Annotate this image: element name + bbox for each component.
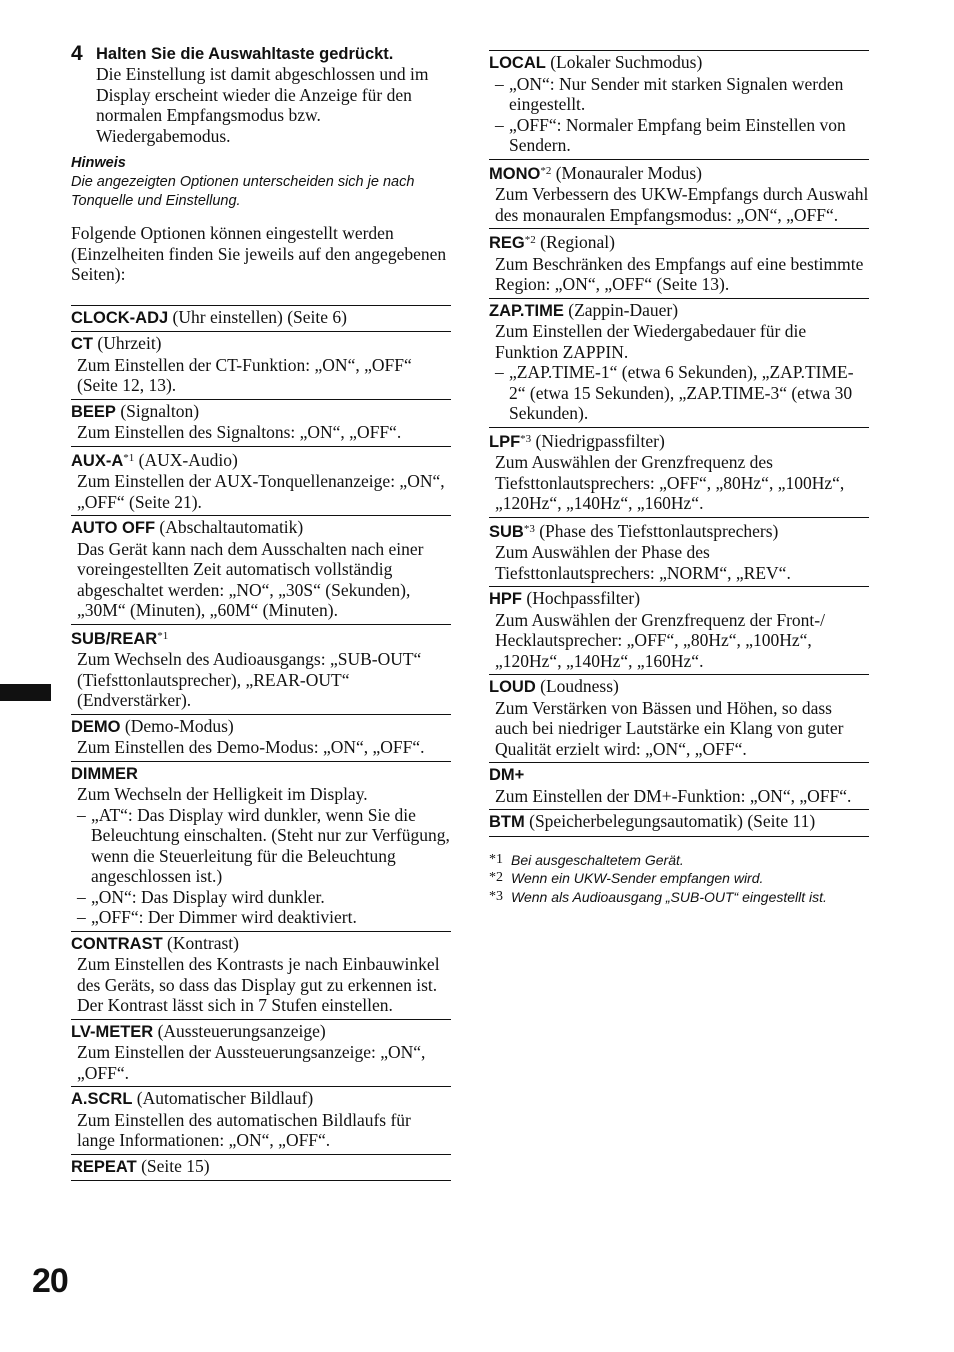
option-entry: [489, 51, 869, 160]
option-bullet: – „OFF“: Normaler Empfang beim Einstellen von Sendern.: [495, 115, 869, 156]
option-heading: [71, 401, 451, 423]
options-table-right: [489, 50, 869, 837]
option-entry: [489, 299, 869, 428]
option-entry: [489, 810, 869, 836]
option-entry: [489, 428, 869, 518]
footnote-ref: *3: [520, 432, 532, 445]
note-text: Die angezeigten Optionen unterscheiden sich je nach Tonquelle und Einstellung.: [71, 174, 415, 209]
footnote-mark: *3: [489, 888, 503, 904]
option-heading: [71, 763, 451, 785]
option-label: (Uhr einstellen) (Seite 6): [172, 306, 347, 327]
option-description: Zum Auswählen der Phase des Tiefsttonlautsprechers: „NORM“, „REV“.: [495, 542, 791, 583]
option-entry: [489, 587, 869, 675]
option-label: (Aussteuerungsanzeige): [157, 1020, 326, 1041]
footnote-ref: *2: [524, 234, 536, 246]
option-entry: [71, 332, 451, 400]
intro-text: Folgende Optionen können eingestellt werden (Einzelheiten finden Sie jeweils auf den angegebenen Seiten):: [71, 223, 447, 284]
note-box: [71, 154, 451, 211]
option-bullet: – „OFF“: Der Dimmer wird deaktiviert.: [77, 907, 451, 928]
option-heading: [71, 448, 451, 472]
footnote-text: Bei ausgeschaltetem Gerät.: [511, 851, 684, 868]
option-label: (Regional): [540, 232, 615, 252]
option-keyword: REPEAT: [71, 1157, 137, 1176]
option-description: Zum Auswählen der Grenzfrequenz des Tiefsttonlautsprechers: „OFF“, „80Hz“, „100Hz“, „120Hz“, „140Hz“, „160Hz“.: [495, 452, 845, 513]
option-entry: [489, 763, 869, 810]
option-entry: [71, 1155, 451, 1181]
option-label: (Phase des Tiefsttonlautsprechers): [539, 520, 779, 541]
option-heading: [71, 333, 451, 355]
option-heading: [489, 429, 869, 453]
option-keyword: SUB/REAR: [71, 629, 158, 648]
option-description: Zum Auswählen der Grenzfrequenz der Front-/ Hecklautsprecher: „OFF“, „80Hz“, „100Hz“, „120Hz“, „140Hz“, „160Hz“.: [495, 609, 825, 671]
option-label: (Loudness): [540, 676, 619, 696]
option-keyword: BTM: [489, 813, 525, 831]
option-entry: [71, 625, 451, 715]
option-bullet: – „AT“: Das Display wird dunkler, wenn Sie die Beleuchtung einschalten. (Steht nur zur Verfügung, wenn die Steuerleitung für die Beleuchtung angeschlossen ist.): [77, 805, 451, 887]
footnote-ref: *3: [523, 522, 535, 535]
option-entry: [71, 1087, 451, 1155]
step-title: Halten Sie die Auswahltaste gedrückt.: [96, 45, 394, 63]
options-table-left: [71, 305, 451, 1182]
option-description: Zum Verstärken von Bässen und Höhen, so dass auch bei niedriger Lautstärke ein Klang von guter Qualität erzielt wird: „ON“, „OFF“.: [495, 697, 844, 759]
option-heading: [71, 307, 451, 329]
option-keyword: BEEP: [71, 402, 116, 421]
option-entry: [71, 715, 451, 762]
option-keyword: DEMO: [71, 717, 121, 736]
option-heading: [71, 716, 451, 738]
option-label: (Niedrigpassfilter): [535, 430, 665, 451]
option-entry: [489, 229, 869, 299]
option-description: Zum Wechseln der Helligkeit im Display.: [77, 784, 368, 804]
option-heading: [489, 230, 869, 254]
option-entry: [71, 516, 451, 625]
option-description: Zum Einstellen des Demo-Modus: „ON“, „OFF“.: [77, 737, 425, 757]
option-description: Zum Einstellen des Kontrasts je nach Einbauwinkel des Geräts, so dass das Display gut zu erkennen ist. Der Kontrast lässt sich in 7 Stufen einstellen.: [77, 954, 440, 1015]
option-keyword: DIMMER: [71, 764, 138, 783]
option-keyword: CLOCK-ADJ: [71, 308, 169, 327]
option-label: (Monauraler Modus): [555, 162, 702, 183]
option-keyword: DM+: [489, 766, 525, 784]
option-label: (Kontrast): [167, 932, 239, 953]
option-description: Zum Beschränken des Empfangs auf eine bestimmte Region: „ON“, „OFF“ (Seite 13).: [495, 253, 864, 294]
step-4: [71, 44, 451, 146]
option-description: Zum Wechseln des Audioausgangs: „SUB-OUT“ (Tiefsttonlautsprecher), „REAR-OUT“ (Endverstärker).: [77, 649, 422, 710]
option-entry: [489, 518, 869, 588]
option-label: (Uhrzeit): [97, 333, 162, 353]
option-keyword: CONTRAST: [71, 934, 163, 953]
option-description: Zum Einstellen des Signaltons: „ON“, „OFF“.: [77, 422, 402, 442]
option-label: (AUX-Audio): [138, 449, 238, 470]
note-title: Hinweis: [71, 155, 126, 171]
option-heading: [71, 1088, 451, 1110]
option-description: Das Gerät kann nach dem Ausschalten nach einer voreingestellten Zeit automatisch vollständig abgeschaltet werden: „NO“, „30S“ (Sekunden), „30M“ (Minuten), „60M“ (Minuten).: [77, 538, 424, 620]
option-entry: [71, 762, 451, 932]
option-bullet-list: [489, 362, 869, 424]
option-heading: [489, 588, 869, 610]
option-bullet: – „ON“: Nur Sender mit starken Signalen werden eingestellt.: [495, 74, 869, 115]
option-keyword: SUB: [489, 522, 524, 541]
right-column: [489, 50, 869, 906]
option-label: (Automatischer Bildlauf): [136, 1088, 314, 1108]
option-description: Zum Verbessern des UKW-Empfangs durch Auswahl des monauralen Empfangsmodus: „ON“, „OFF“.: [495, 184, 869, 225]
option-keyword: A.SCRL: [71, 1090, 133, 1108]
option-bullet: – „ZAP.TIME-1“ (etwa 6 Sekunden), „ZAP.TIME-2“ (etwa 15 Sekunden), „ZAP.TIME-3“ (etwa 30 Sekunden).: [495, 362, 869, 424]
option-heading: [71, 933, 451, 955]
option-heading: [489, 161, 869, 185]
option-label: (Signalton): [120, 400, 200, 421]
footnote-item: [489, 888, 869, 907]
option-entry: [71, 932, 451, 1020]
option-keyword: REG: [489, 234, 525, 252]
option-entry: [489, 675, 869, 763]
option-entry: [71, 447, 451, 517]
option-heading: [71, 1021, 451, 1043]
option-keyword: CT: [71, 335, 93, 353]
option-heading: [489, 519, 869, 543]
footnote-mark: *1: [489, 851, 503, 867]
option-label: (Lokaler Suchmodus): [550, 52, 703, 72]
step-body: Die Einstellung ist damit abgeschlossen und im Display erscheint wieder die Anzeige für den normalen Empfangsmodus bzw. Wiedergabemodus.: [96, 64, 429, 146]
option-keyword: MONO: [489, 164, 541, 183]
footnote-ref: *2: [540, 164, 552, 177]
option-bullet: – „ON“: Das Display wird dunkler.: [77, 887, 451, 908]
option-heading: [489, 811, 869, 833]
footnotes: [489, 851, 869, 907]
option-heading: [489, 764, 869, 786]
section-tab-marker: [0, 684, 51, 701]
option-entry: [71, 400, 451, 447]
option-heading: [71, 626, 451, 650]
option-description: Zum Einstellen des automatischen Bildlaufs für lange Informationen: „ON“, „OFF“.: [77, 1109, 411, 1150]
option-label: (Hochpassfilter): [526, 588, 641, 608]
option-label: (Zappin-Dauer): [568, 299, 679, 320]
option-heading: [489, 676, 869, 698]
footnote-ref: *1: [157, 629, 169, 642]
option-label: (Speicherbelegungsautomatik) (Seite 11): [529, 811, 816, 831]
option-label: (Abschaltautomatik): [159, 517, 304, 537]
footnote-ref: *1: [123, 451, 135, 464]
footnote-item: [489, 869, 869, 888]
option-heading: [71, 517, 451, 539]
option-description: Zum Einstellen der Aussteuerungsanzeige: „ON“, „OFF“.: [77, 1042, 426, 1083]
footnote-text: Wenn als Audioausgang „SUB-OUT“ eingestellt ist.: [511, 888, 827, 905]
option-keyword: HPF: [489, 590, 522, 608]
left-column: [71, 44, 451, 1181]
footnote-item: [489, 851, 869, 870]
option-description: Zum Einstellen der CT-Funktion: „ON“, „OFF“ (Seite 12, 13).: [77, 354, 412, 395]
option-keyword: AUTO OFF: [71, 519, 156, 537]
option-keyword: AUX-A: [71, 451, 124, 470]
option-description: Zum Einstellen der Wiedergabedauer für die Funktion ZAPPIN.: [495, 321, 807, 362]
footnote-text: Wenn ein UKW-Sender empfangen wird.: [511, 870, 764, 886]
option-keyword: LPF: [489, 432, 521, 451]
option-keyword: LV-METER: [71, 1022, 154, 1041]
option-label: (Demo-Modus): [124, 715, 234, 736]
footnote-mark: *2: [489, 870, 503, 885]
option-keyword: LOUD: [489, 678, 536, 696]
option-entry: [489, 160, 869, 230]
option-entry: [71, 1020, 451, 1088]
option-entry: [71, 306, 451, 333]
option-description: Zum Einstellen der DM+-Funktion: „ON“, „OFF“.: [495, 785, 852, 806]
option-heading: [71, 1156, 451, 1178]
option-description: Zum Einstellen der AUX-Tonquellenanzeige: „ON“, „OFF“ (Seite 21).: [77, 471, 445, 512]
option-label: (Seite 15): [141, 1155, 210, 1176]
option-bullet-list: [71, 805, 451, 928]
option-keyword: ZAP.TIME: [489, 301, 564, 320]
option-keyword: LOCAL: [489, 54, 546, 72]
page-number: 20: [32, 1262, 68, 1300]
step-number: 4: [71, 42, 83, 65]
option-bullet-list: [489, 74, 869, 156]
option-heading: [489, 300, 869, 322]
option-heading: [489, 52, 869, 74]
